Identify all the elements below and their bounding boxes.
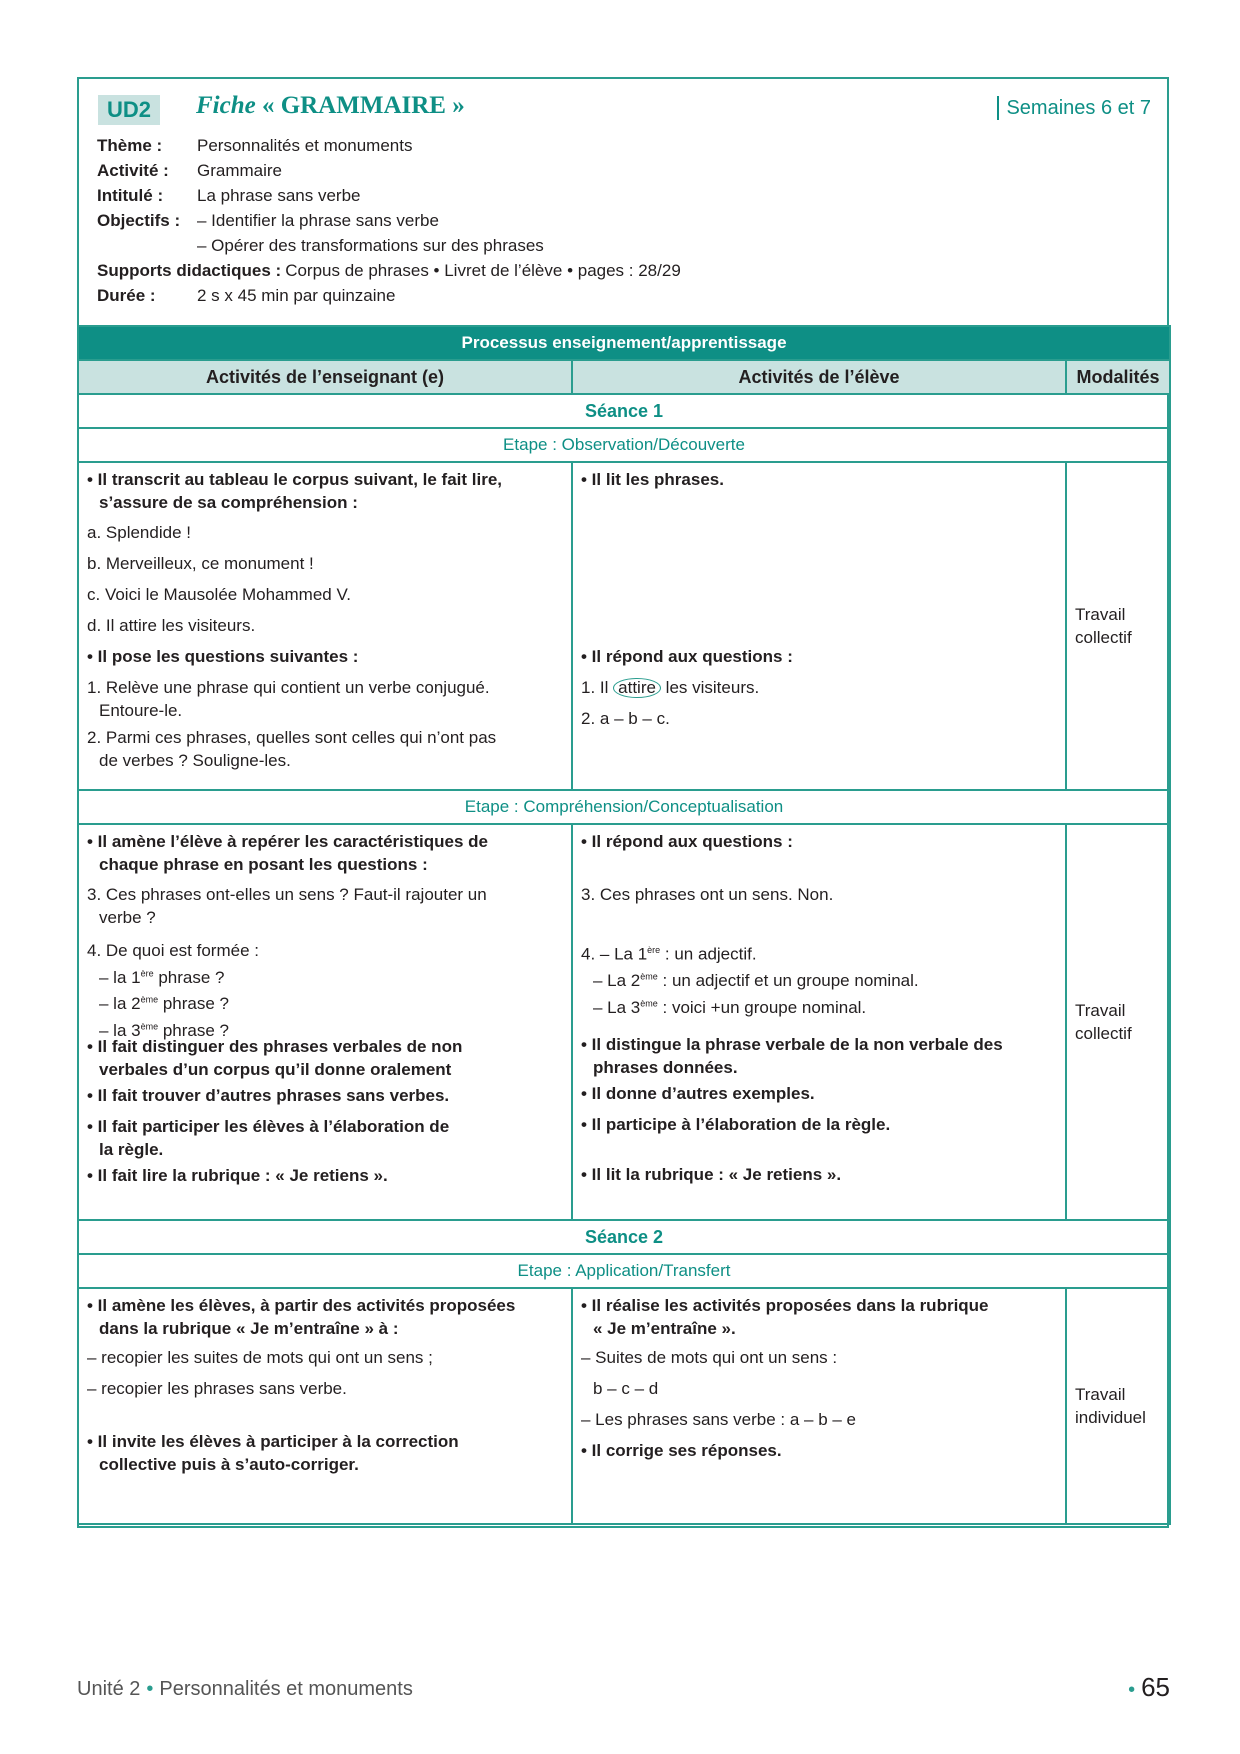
comp-s4: • Il distingue la phrase verbale de la non verbale des phrases données. <box>581 1035 1003 1077</box>
intitule-label: Intitulé : <box>97 186 164 205</box>
app-t3: – recopier les phrases sans verbe. <box>87 1379 347 1398</box>
app-s4: – Les phrases sans verbe : a – b – e <box>581 1410 857 1429</box>
app-s1: • Il réalise les activités proposées dans la rubrique « Je m’entraîne ». <box>581 1296 989 1338</box>
obs-mode-cell: Travail collectif <box>1066 462 1170 790</box>
sheet-title <box>196 92 465 120</box>
app-s3: b – c – d <box>593 1379 659 1398</box>
comp-t1: • Il amène l’élève à repérer les caractéristiques de chaque phrase en posant les questions : <box>87 832 488 874</box>
page-bullet: • <box>1128 1679 1136 1701</box>
process-table <box>77 325 1171 1525</box>
obs-s4: 2. a – b – c. <box>581 709 670 728</box>
supports-label: Supports didactiques : <box>97 261 282 280</box>
weeks-label: Semaines 6 et 7 <box>997 96 1151 120</box>
obs-s1: • Il lit les phrases. <box>581 470 724 489</box>
app-student-cell <box>572 1288 1066 1524</box>
comp-s7: • Il lit la rubrique : « Je retiens ». <box>581 1165 842 1184</box>
footer-title: Personnalités et monuments <box>159 1678 413 1700</box>
process-title: Processus enseignement/apprentissage <box>78 326 1170 360</box>
theme-row <box>97 135 412 157</box>
intitule-row <box>97 185 361 207</box>
col-student: Activités de l’élève <box>572 360 1066 394</box>
comp-s3: 4. – La 1ère : un adjectif. – La 2ème : un adjectif et un groupe nominal. – La 3ème : voici +un groupe nominal. <box>581 944 919 1017</box>
comp-t4: • Il fait distinguer des phrases verbales de non verbales d’un corpus qu’il donne oralement <box>87 1037 463 1079</box>
sheet-header <box>79 79 1167 325</box>
obs-ta: a. Splendide ! <box>87 523 191 542</box>
comp-t5: • Il fait trouver d’autres phrases sans verbes. <box>87 1086 450 1105</box>
comp-t7: • Il fait lire la rubrique : « Je retiens ». <box>87 1166 388 1185</box>
obs-t1: • Il transcrit au tableau le corpus suivant, le fait lire, s’assure de sa compréhension : <box>87 470 503 512</box>
duree-row <box>97 285 395 307</box>
title-text: « GRAMMAIRE » <box>261 92 465 119</box>
theme-value: Personnalités et monuments <box>197 136 413 155</box>
activity-row <box>97 160 282 182</box>
obs-td: d. Il attire les visiteurs. <box>87 616 256 635</box>
comp-student-cell <box>572 824 1066 1220</box>
footer-bullet: • <box>146 1678 154 1700</box>
page-number <box>1128 1672 1170 1703</box>
objectifs-label: Objectifs : <box>97 211 181 230</box>
comp-s2: 3. Ces phrases ont un sens. Non. <box>581 885 834 904</box>
comp-t6: • Il fait participer les élèves à l’élaboration de la règle. <box>87 1117 450 1159</box>
objectif-2-row <box>197 235 544 257</box>
comp-t2: 3. Ces phrases ont-elles un sens ? Faut-il rajouter un verbe ? <box>87 885 487 927</box>
obs-tc: c. Voici le Mausolée Mohammed V. <box>87 585 351 604</box>
lesson-sheet <box>77 77 1169 1528</box>
duree-value: 2 s x 45 min par quinzaine <box>197 286 396 305</box>
supports-row <box>97 260 681 282</box>
col-teacher: Activités de l’enseignant (e) <box>78 360 572 394</box>
app-t4: • Il invite les élèves à participer à la correction collective puis à s’auto-corriger. <box>87 1432 459 1474</box>
col-mode: Modalités <box>1066 360 1170 394</box>
fiche-word: Fiche <box>196 92 256 119</box>
activity-value: Grammaire <box>197 161 283 180</box>
obs-teacher-cell <box>78 462 572 790</box>
app-t1: • Il amène les élèves, à partir des activités proposées dans la rubrique « Je m’entraîne » à : <box>87 1296 516 1338</box>
app-t2: – recopier les suites de mots qui ont un sens ; <box>87 1348 433 1367</box>
objectif-2: – Opérer des transformations sur des phrases <box>197 236 544 255</box>
obs-student-cell <box>572 462 1066 790</box>
obs-s2: • Il répond aux questions : <box>581 647 793 666</box>
objectifs-row <box>97 210 439 232</box>
circled-verb: attire <box>613 678 661 698</box>
obs-t4: 2. Parmi ces phrases, quelles sont celles qui n’ont pas de verbes ? Souligne-les. <box>87 728 497 770</box>
app-teacher-cell <box>78 1288 572 1524</box>
footer-unit-label: Unité 2 <box>77 1678 141 1700</box>
obs-t3: 1. Relève une phrase qui contient un verbe conjugué. Entoure-le. <box>87 678 490 720</box>
page-number-value: 65 <box>1141 1672 1170 1702</box>
etape-application: Etape : Application/Transfert <box>78 1254 1170 1288</box>
comp-t3: 4. De quoi est formée : – la 1ère phrase ? – la 2ème phrase ? – la 3ème phrase ? <box>87 941 259 1040</box>
theme-label: Thème : <box>97 136 163 155</box>
obs-t2: • Il pose les questions suivantes : <box>87 647 359 666</box>
comp-s6: • Il participe à l’élaboration de la règle. <box>581 1115 891 1134</box>
app-mode-cell: Travail individuel <box>1066 1288 1170 1524</box>
seance-1-heading: Séance 1 <box>78 394 1170 428</box>
duree-label: Durée : <box>97 286 156 305</box>
comp-s5: • Il donne d’autres exemples. <box>581 1084 815 1103</box>
objectif-1: – Identifier la phrase sans verbe <box>197 211 439 230</box>
activity-label: Activité : <box>97 161 169 180</box>
etape-observation: Etape : Observation/Découverte <box>78 428 1170 462</box>
comp-mode-cell: Travail collectif <box>1066 824 1170 1220</box>
etape-comprehension: Etape : Compréhension/Conceptualisation <box>78 790 1170 824</box>
intitule-value: La phrase sans verbe <box>197 186 361 205</box>
supports-value: Corpus de phrases • Livret de l’élève • pages : 28/29 <box>285 261 681 280</box>
unit-badge: UD2 <box>98 95 160 125</box>
app-s2: – Suites de mots qui ont un sens : <box>581 1348 838 1367</box>
comp-teacher-cell <box>78 824 572 1220</box>
footer-unit <box>77 1678 413 1701</box>
obs-tb: b. Merveilleux, ce monument ! <box>87 554 314 573</box>
obs-s3: 1. Il attire les visiteurs. <box>581 678 760 697</box>
seance-2-heading: Séance 2 <box>78 1220 1170 1254</box>
app-s5: • Il corrige ses réponses. <box>581 1441 782 1460</box>
comp-s1: • Il répond aux questions : <box>581 832 793 851</box>
